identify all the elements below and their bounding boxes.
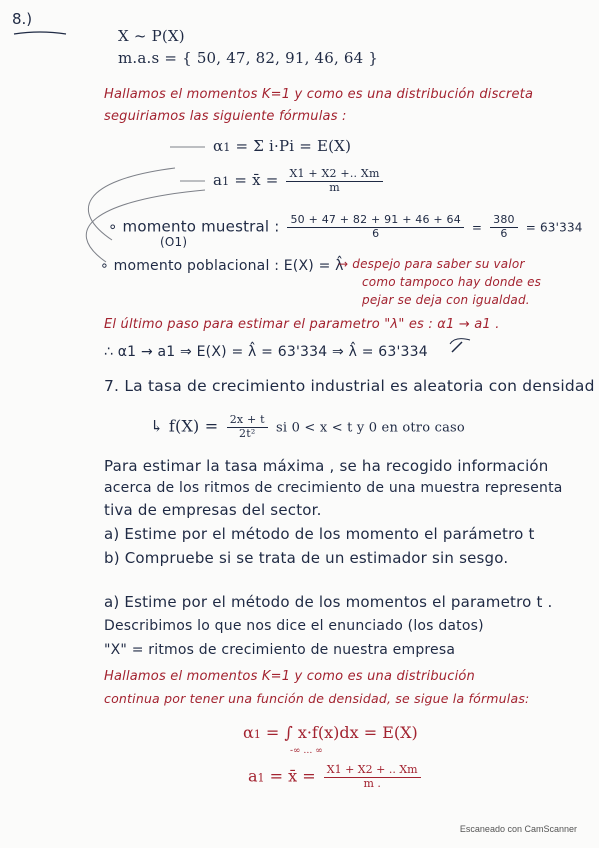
muestral-fraction-2 — [490, 214, 518, 240]
answer-a-red-2: continua por tener una función de densidad, se sigue la fórmulas: — [104, 691, 530, 706]
a1-denominator: m — [329, 180, 340, 194]
intro-line-1: Hallamos el momentos K=1 y como es una distribución discreta — [104, 87, 534, 102]
density-fraction — [227, 414, 268, 440]
despejo-line-1: → despejo para saber su valor — [338, 257, 525, 271]
alpha-formula — [213, 138, 351, 155]
scanner-watermark: Escaneado con CamScanner — [459, 824, 577, 834]
momento-poblacional: ∘ momento poblacional : E(X) = λ̂ — [100, 258, 344, 274]
answer-a-line-1: Describimos lo que nos dice el enunciado (los datos) — [104, 618, 484, 634]
muestral-subscript: (O1) — [160, 235, 188, 249]
density-condition: si 0 < x < t y 0 en otro caso — [276, 420, 465, 436]
answer-a1-fraction — [324, 764, 421, 790]
final-result: ∴ α1 → a1 ⇒ E(X) = λ̂ = 63'334 ⇒ λ̂ = 63'334 — [104, 344, 428, 360]
ultimo-paso: El último paso para estimar el parametro "λ" es : α1 → a1 . — [104, 317, 500, 332]
integral-limits: -∞ … ∞ — [290, 746, 323, 756]
alpha-rhs: = Σ i·Pi = E(X) — [235, 137, 352, 155]
answer-a1-symbol: a — [248, 766, 258, 786]
exercise-7-title: 7. La tasa de crecimiento industrial es aleatoria con densidad — [104, 377, 595, 395]
question-b: b) Compruebe si se trata de un estimador sin sesgo. — [104, 549, 509, 567]
distribution-line: X ~ P(X) — [118, 27, 185, 45]
paragraph-line-1: Para estimar la tasa máxima , se ha recogido información — [104, 457, 549, 475]
a1-symbol: a — [213, 171, 223, 190]
alpha-subscript: 1 — [223, 141, 231, 154]
number-underline — [14, 32, 66, 34]
density-formula — [150, 414, 465, 440]
a1-fraction — [286, 168, 382, 194]
despejo-line-2: como tampoco hay donde es — [362, 275, 542, 289]
muestral-label: ∘ momento muestral : — [108, 217, 280, 236]
a1-numerator: X1 + X2 +.. Xm — [286, 168, 382, 182]
answer-alpha-symbol: α — [243, 723, 254, 742]
paragraph-line-3: tiva de empresas del sector. — [104, 501, 322, 519]
muestral-numerator: 50 + 47 + 82 + 91 + 46 + 64 — [287, 214, 463, 228]
alpha-symbol: α — [213, 137, 224, 155]
density-lhs: f(X) = — [168, 416, 219, 436]
answer-a1-denominator: m . — [363, 776, 381, 790]
answer-a1-numerator: X1 + X2 + .. Xm — [324, 764, 421, 778]
answer-alpha-subscript: 1 — [253, 728, 261, 741]
intro-line-2: seguiriamos las siguiente fórmulas : — [104, 109, 347, 124]
answer-a1-eq: = x̄ = — [269, 766, 316, 786]
sample-line: m.a.s = { 50, 47, 82, 91, 46, 64 } — [118, 49, 379, 67]
check-mark — [452, 342, 462, 352]
a1-subscript: 1 — [222, 175, 230, 189]
answer-a-red-1: Hallamos el momentos K=1 y como es una distribución — [104, 669, 475, 684]
answer-alpha-formula — [243, 724, 418, 742]
despejo-line-3: pejar se deja con igualdad. — [362, 293, 530, 307]
question-a: a) Estime por el método de los momento el parámetro t — [104, 525, 535, 543]
paragraph-line-2: acerca de los ritmos de crecimiento de una muestra representa — [104, 480, 563, 496]
arrow-icon: ↳ — [150, 416, 164, 436]
answer-a1-subscript: 1 — [257, 771, 265, 785]
density-numerator: 2x + t — [227, 414, 268, 428]
muestral-denominator: 6 — [372, 226, 380, 240]
answer-a-title: a) Estime por el método de los momentos el parametro t . — [104, 593, 553, 611]
answer-a-line-2: "X" = ritmos de crecimiento de nuestra empresa — [104, 642, 456, 658]
density-denominator: 2t² — [239, 426, 256, 440]
muestral-denominator-2: 6 — [500, 226, 508, 240]
answer-a1-formula — [248, 764, 424, 790]
exercise-number-8: 8.) — [12, 10, 33, 28]
muestral-fraction — [287, 214, 463, 240]
muestral-eq: = — [471, 220, 483, 235]
muestral-numerator-2: 380 — [490, 214, 518, 228]
a1-eq: = x̄ = — [234, 171, 279, 190]
muestral-result: = 63'334 — [525, 220, 583, 235]
answer-alpha-rhs: = ∫ x·f(x)dx = E(X) — [265, 723, 418, 742]
a1-formula — [213, 168, 386, 194]
